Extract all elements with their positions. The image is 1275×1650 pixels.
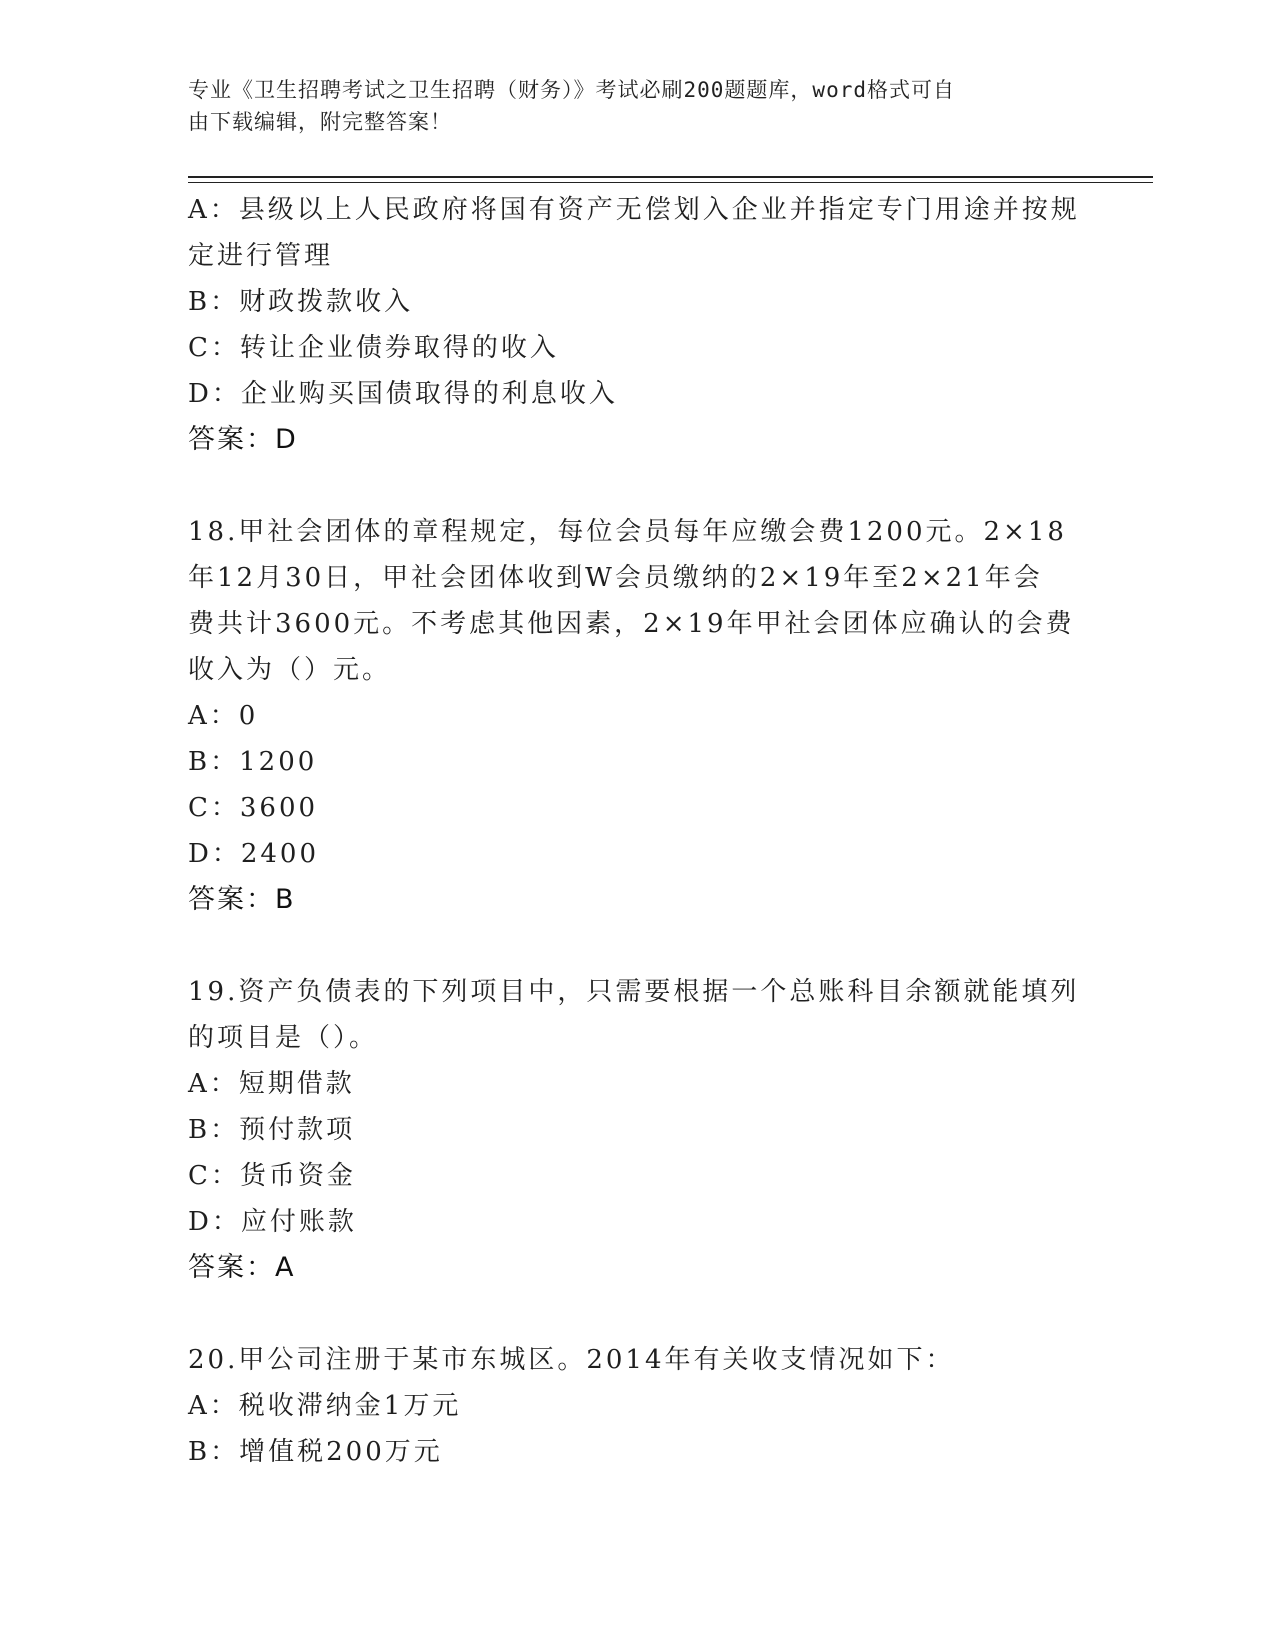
option-c: C：货币资金 bbox=[188, 1161, 356, 1191]
question-20 bbox=[188, 1337, 1068, 1475]
option-a: A：短期借款 bbox=[188, 1069, 355, 1099]
header-line-2: 由下载编辑，附完整答案！ bbox=[188, 110, 452, 134]
question-content bbox=[188, 187, 1080, 1475]
spacer bbox=[188, 463, 1068, 509]
question-stem-line-2: 年12月30日，甲社会团体收到W会员缴纳的2×19年至2×21年会 bbox=[188, 563, 1043, 593]
option-a-line-2: 定进行管理 bbox=[188, 241, 334, 271]
answer: 答案：A bbox=[188, 1252, 296, 1283]
question-stem-line-3: 费共计3600元。不考虑其他因素，2×19年甲社会团体应确认的会费 bbox=[188, 609, 1075, 639]
option-a: A：税收滞纳金1万元 bbox=[188, 1391, 462, 1421]
question-stem-line-1: 19.资产负债表的下列项目中，只需要根据一个总账科目余额就能填列 bbox=[188, 977, 1080, 1007]
question-17 bbox=[188, 187, 1080, 463]
option-d: D：应付账款 bbox=[188, 1207, 357, 1237]
question-stem-line-4: 收入为（）元。 bbox=[188, 655, 392, 685]
option-b: B：财政拨款收入 bbox=[188, 287, 414, 317]
spacer bbox=[188, 1291, 1068, 1337]
header-line-1: 专业《卫生招聘考试之卫生招聘（财务）》考试必刷200题题库，word格式可自 bbox=[188, 78, 955, 102]
option-a-line-1: A：县级以上人民政府将国有资产无偿划入企业并指定专门用途并按规 bbox=[188, 195, 1080, 225]
option-b: B：增值税200万元 bbox=[188, 1437, 443, 1467]
option-c: C：3600 bbox=[188, 793, 319, 823]
question-stem-line-1: 18.甲社会团体的章程规定，每位会员每年应缴会费1200元。2×18 bbox=[188, 517, 1067, 547]
option-a: A：0 bbox=[188, 701, 259, 731]
header-divider-thick bbox=[188, 176, 1153, 178]
option-d: D：2400 bbox=[188, 839, 320, 869]
option-b: B：1200 bbox=[188, 747, 318, 777]
question-19 bbox=[188, 969, 1080, 1291]
question-stem-line-2: 的项目是（）。 bbox=[188, 1023, 379, 1053]
answer: 答案：D bbox=[188, 424, 298, 455]
header-divider-thin bbox=[188, 182, 1153, 183]
option-c: C：转让企业债券取得的收入 bbox=[188, 333, 559, 363]
answer: 答案：B bbox=[188, 884, 296, 915]
question-18 bbox=[188, 509, 1075, 923]
option-b: B：预付款项 bbox=[188, 1115, 356, 1145]
option-d: D：企业购买国债取得的利息收入 bbox=[188, 379, 618, 409]
document-header bbox=[188, 74, 1068, 138]
question-stem-line-1: 20.甲公司注册于某市东城区。2014年有关收支情况如下： bbox=[188, 1345, 955, 1375]
spacer bbox=[188, 923, 1068, 969]
